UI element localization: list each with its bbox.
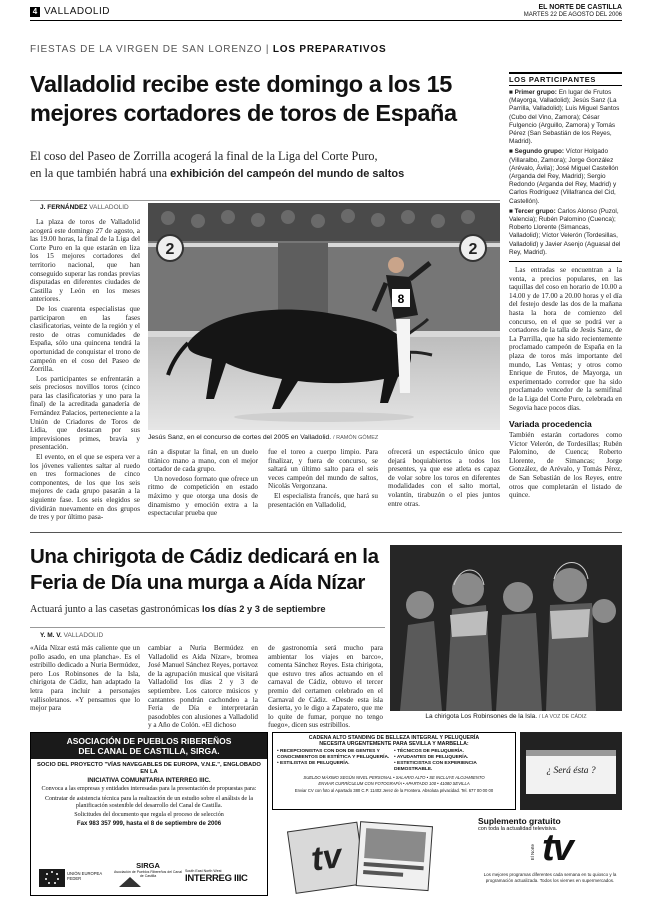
- section-divider: [30, 532, 622, 533]
- article2-column3: [268, 644, 383, 730]
- article2-byline-rule: [30, 627, 385, 628]
- section-label: VALLADOLID: [44, 6, 110, 17]
- sirga-ad-line4: Contratar de asistencia técnica para la realización de un estudio sobre el análisis de la planificación sostenible del desarrollo del Canal de Castilla.: [44, 795, 254, 810]
- article1-col1-p4: El evento, en el que se espera ver a los jóvenes valientes saltar al ruedo en tres formaciones de cinco componentes, de los que los seis mejores de cada grupo pasarán a la siguiente fase. Los seis elegidos se dividirán nuevamente en dos grupos de tres y por último pasa-: [30, 453, 140, 522]
- sirga-advertisement: [30, 732, 268, 896]
- participants-group-bullet: ■: [509, 89, 515, 96]
- article1-byline-rule: [30, 200, 500, 201]
- eu-stars-icon: [39, 869, 65, 887]
- article1-column1: [30, 218, 140, 522]
- article1-col3-p1: fue el toreo a cuerpo limpio. Para finalizar, y fuera de concurso, se saltará un último salto para el seis veces campeón del mundo de saltos, Nicolás Vergonzana.: [268, 448, 378, 491]
- participants-group-text: En lugar de Frutos (Mayorga, Valladolid); Jesús Sanz (La Parrilla, Valladolid); Luis Miguel Santos (Cubo del Vino, Zamora); César Fulgencio (Arguillo, Zamora) y Tomás Pérez (San Sebastián de los Reyes, Madrid).: [509, 89, 620, 146]
- participants-group-bullet: ■: [509, 207, 515, 215]
- article1-column4: [388, 448, 500, 517]
- tv-brand-logo: [530, 827, 622, 870]
- interreg-logo-sub: South East North West: [185, 869, 222, 873]
- participants-group-label: Tercer grupo:: [514, 207, 556, 215]
- tv-promo-question-box: [520, 732, 622, 810]
- tv-promo-supplement-sub: con toda la actualidad televisiva.: [478, 826, 558, 832]
- article1-subhead-line1: El coso del Paseo de Zorrilla acogerá la final de la Liga del Corte Puro,: [30, 149, 378, 163]
- article1-col2-p1: rán a disputar la final, en un duelo titánico mano a mano, con el mejor cortador de cada grupo.: [148, 448, 258, 474]
- participants-group-label: Segundo grupo:: [514, 148, 564, 156]
- article1-col2-p2: Un novedoso formato que ofrece un ritmo de competición en estado máximo y que otorga una dosis de dinamismo y emoción extra a la espectacular prueba que: [148, 474, 258, 518]
- article2-headline-line1: Una chirigota de Cádiz dedicará en la: [30, 545, 379, 568]
- sirga-ad-body: [31, 759, 267, 830]
- beauty-ad-line5: Enviar CV con foto al Apartado 380 C.P. 11402 Jerez de la Frontera. Absoluta privacidad. Tel. 677 00 00 00: [294, 787, 494, 793]
- article1-col1-p2: De los cuarenta especialistas que participaron en las fases clasificatorias, veinte de la región y el resto de otras comunidades de España, sólo una quincena tendrá la oportunidad de conquistar el trono de campeón en el coso del Paseo de Zorrilla.: [30, 304, 140, 374]
- article1-headline: [30, 70, 505, 128]
- sirga-ad-line1: SOCIO DEL PROYECTO "VÍAS NAVEGABLES DE EUROPA, V.N.E.", ENGLOBADO EN LA: [37, 762, 261, 776]
- kicker-separator: |: [265, 44, 273, 55]
- participants-group-bullet: ■: [509, 148, 515, 156]
- beauty-ad-items: [277, 749, 511, 773]
- sidebar-rule: [509, 261, 622, 262]
- article1-col1-p3: Los participantes se enfrentarán a seis preciosos novillos toros (cinco para las clasificatorias y uno para la final) de la acreditada ganadería de Fernández Palacios, perteneciente a la Unión de Criadores de Toros de Lidia, que destacan por sus imprevisiones primes, bravía y presentación.: [30, 374, 140, 452]
- article2-column1: [30, 644, 140, 714]
- sidebar: [509, 72, 622, 518]
- beauty-ad-item-text: TÉCNICOS DE PELUQUERÍA.: [397, 748, 464, 754]
- svg-text:2: 2: [468, 241, 478, 258]
- sirga-logo-text: SIRGA: [136, 861, 160, 870]
- article1-col3-p2: El especialista francés, que hará su presentación en Valladolid,: [268, 491, 378, 509]
- bull-photo-caption-text: Jesús Sanz, en el concurso de cortes del 2005 en Valladolid.: [148, 434, 332, 441]
- article1-column2: [148, 448, 258, 517]
- eu-logo-sub: FEDER: [67, 876, 82, 881]
- eu-logo-text: [67, 871, 102, 881]
- sirga-ad-line3: Convoca a las empresas y entidades interesadas para la presentación de propuestas para:: [41, 786, 257, 793]
- article1-byline: [40, 204, 129, 211]
- article1-headline-line1: Valladolid recibe este domingo a los 15: [30, 71, 452, 97]
- article2-headline: [30, 544, 390, 596]
- article2-col2-p: cambiar a Nuria Bermúdez en Valladolid es Aída Nízar», bromea José Manuel Sánchez Reyes, portavoz de la agrupación musical que visitará Valladolid los días 2 y 3 de septiembre. Los catorce músicos y cantantes pondrán cachondeo a la Feria de Día e interpretarán pasodobles con alusiones a Valladolid y a Año de Colón. «El dichoso: [148, 644, 258, 730]
- beauty-ad-item: • TÉCNICOS DE PELUQUERÍA.: [394, 748, 464, 754]
- sirga-boat-icon: [117, 875, 143, 889]
- bull-photo-caption: [148, 434, 500, 441]
- beauty-ad-item: • ESTETICISTAS CON EXPERIENCIA DEMOSTRABLE.: [394, 760, 477, 772]
- eu-logo-name: UNIÓN EUROPEA: [67, 871, 103, 876]
- sirga-ad-line2: INICIATIVA COMUNITARIA INTERREG IIIC.: [87, 776, 211, 784]
- triangle-logo: [117, 875, 143, 894]
- beauty-ad-item-text: RECEPCIONISTAS CON DON DE GENTES Y CONOCIMIENTOS DE ESTÉTICA Y PELUQUERÍA.: [277, 748, 390, 760]
- sirga-logo-subtext: Asociación de Pueblos Ribereños del Canal de Castilla: [113, 870, 183, 878]
- article1-byline-place: VALLADOLID: [89, 204, 129, 211]
- variety-text: [509, 431, 622, 500]
- chirigota-photo-illustration: [390, 545, 622, 711]
- beauty-ad-item-text: ESTETICISTAS CON EXPERIENCIA DEMOSTRABLE.: [394, 760, 477, 772]
- beauty-ad-items-left: [277, 749, 394, 773]
- article2-byline-name: Y. M. V.: [40, 632, 62, 639]
- article1-column3: [268, 448, 378, 517]
- participants-group: [509, 208, 622, 257]
- participants-group-text: Víctor Holgado (Villaralbo, Zamora); Jorge González (Arévalo, Ávila); José Miguel Castellón (Arganda del Rey, Madrid); Sergio Redondo (Arganda del Rey, Madrid) y Carlos Rodríguez (Villafranca del Cid, Castellón).: [509, 148, 619, 205]
- beauty-ad-item: • AYUDANTES DE PELUQUERÍA.: [394, 754, 469, 760]
- tv-magazine-covers-illustration: [272, 816, 462, 896]
- article2-col3-p: de gastronomía será mucho para ambientar los viajes en barco», comenta Sánchez Reyes. Esta chirigota, que estuvo tres años actuando en el carnaval de Cádiz, obtuvo el tercer premio del certamen celebrado en el Carnaval de Cádiz. «Desde esta isla desierta, yo le digo a Zapatero, que me lo quite de fumar, porque no tengo fuego», dicen sus estribillos.: [268, 644, 383, 730]
- sirga-ad-line5: Solicitudes del documento que regula el proceso de selección: [74, 812, 224, 819]
- sirga-ad-line6: Fax 983 357 999, hasta el 8 de septiembre de 2006: [76, 819, 222, 827]
- sidebar-body-p1: Las entradas se encuentran a la venta, a precios populares, en las taquillas del coso en horario de 10.00 a 14.00 y de 17.00 a 20.00 horas y el día del festejo desde las dos de la mañana hasta la hora de comienzo del concurso, en el que se podrá ver a cortadores de la talla de Jesús Sanz, de La Parrilla, que ha sido recientemente proclamado campeón de España en la plaza de toros más importante del mundo, Las Ventas; y otros como Enrique de Frutos, de Mayorga, un experimentado corredor que ha sido proclamado vencedor de la semifinal de la Liga del Corte Puro, celebrada en Segovia hace pocos días.: [509, 266, 622, 412]
- chirigota-photo-caption: [390, 713, 622, 720]
- publication-date: MARTES 22 DE AGOSTO DEL 2006: [523, 12, 622, 18]
- beauty-ad-body: [273, 733, 515, 796]
- article1-col1-p1: La plaza de toros de Valladolid acogerá este domingo 27 de agosto, a las 19.00 horas, la final de la Liga del Corte Puro en la que estarán en liza los 15 mejores cortadores del territorio nacional, que han conseguido superar las rondas previas disputadas en diferentes ciudades de Castilla y León en los meses anteriores.: [30, 218, 140, 304]
- chirigota-photo-credit: LA VOZ DE CÁDIZ: [541, 714, 587, 720]
- beauty-ad-item: • RECEPCIONISTAS CON DON DE GENTES Y CONOCIMIENTOS DE ESTÉTICA Y PELUQUERÍA.: [277, 748, 390, 760]
- sidebar-body: [509, 266, 622, 416]
- sirga-ad-title-line1: ASOCIACIÓN DE PUEBLOS RIBEREÑOS: [66, 736, 232, 746]
- svg-text:2: 2: [165, 241, 175, 258]
- article1-subhead: [30, 148, 505, 183]
- participants-group-label: Primer grupo:: [514, 89, 557, 96]
- kicker-right: LOS PREPARATIVOS: [272, 44, 387, 55]
- article1-headline-line2: mejores cortadores de toros de España: [30, 100, 457, 126]
- chirigota-photo-caption-text: La chirigota Los Robinsones de la Isla.: [425, 713, 538, 720]
- sirga-ad-title: [31, 733, 267, 759]
- beauty-ad-item-text: AYUDANTES DE PELUQUERÍA.: [396, 754, 469, 760]
- article1-subhead-line2: [30, 165, 505, 183]
- bull-photo-credit: RAMÓN GÓMEZ: [336, 435, 379, 441]
- article1-col4-p1: ofrecerá un espectáculo único que dejará boquiabiertos a todos los presentes, ya que ese atleta es capaz de volar sobre los toros en diferentes modalidades con el salto mortal, volantín, tirabuzón o el pies juntos entre otras.: [388, 448, 500, 508]
- article2-col1-p: «Aída Nízar está más caliente que un pollo asado, en una plancha». Es el estribillo dedicado a Nuria Bermúdez, pero Los Robinsones de la Isla, chirigota de Cádiz, han adaptado la letra para incluir a personajes vallisoletanos. «Y pensamos que lo mejor para: [30, 644, 140, 713]
- interreg-logo: [185, 869, 261, 884]
- kicker: [30, 44, 386, 58]
- tv-promo-question: ¿ Será ésta ?: [546, 766, 596, 776]
- article1-subhead-line2b: exhibición del campeón del mundo de saltos: [170, 168, 405, 180]
- page-number: 4: [30, 7, 40, 17]
- header-rule: [30, 20, 622, 21]
- svg-text:tv: tv: [308, 836, 345, 879]
- variety-text-p: También estarán cortadores como Víctor Velerón, de Tordesillas; Rubén Palomino, de Cuenca; Roberto Llorente, de Simancas; Jorge González, de Arévalo, y Tomás Pérez, de San Sebastián de los Reyes, entre otros que completarán el listado de quince.: [509, 431, 622, 500]
- article2-byline-place: VALLADOLID: [63, 632, 104, 639]
- participants-group: [509, 89, 622, 146]
- tv-brand-text: tv: [542, 827, 572, 869]
- sidebar-title: LOS PARTICIPANTES: [509, 72, 622, 86]
- beauty-ad-item-text: ESTILISTAS DE PELUQUERÍA.: [280, 760, 350, 766]
- svg-text:8: 8: [397, 292, 405, 306]
- beauty-ad-items-right: [394, 749, 511, 773]
- article2-byline: [40, 632, 103, 639]
- sirga-ad-logos: [35, 861, 263, 891]
- page-header: [30, 4, 622, 20]
- beauty-ad-line4: ENVIAR CURRÍCULUM CON FOTOGRAFÍA • APARTADO 100 • 41080 SEVILLA: [318, 781, 470, 787]
- variety-title: Variada procedencia: [509, 419, 592, 430]
- participants-group: [509, 148, 622, 205]
- article2-headline-line2: Feria de Día una murga a Aída Nízar: [30, 571, 365, 594]
- beauty-ad-line3: SUELDO MÁXIMO SEGÚN NIVEL PERSONAL • SALARIO ALTO • SE INCLUYE ALOJAMIENTO: [303, 774, 485, 780]
- tv-promo-footer: Los mejores programas diferentes cada semana en tu quiosco y la programación actualizada. Todos los viernes en supermercados.: [483, 872, 617, 883]
- article2-subhead-b: los días 2 y 3 de septiembre: [202, 604, 326, 614]
- beauty-ad-item: • ESTILISTAS DE PELUQUERÍA.: [277, 760, 350, 766]
- eu-flag-logo: [39, 869, 65, 887]
- bull-photo: [148, 203, 500, 430]
- beauty-ad-line1: CADENA ALTO STANDING DE BELLEZA INTEGRAL Y PELUQUERÍA: [308, 735, 480, 741]
- tv-brand-prefix: El Norte: [530, 844, 535, 861]
- bull-photo-illustration: [148, 203, 500, 430]
- kicker-left: FIESTAS DE LA VIRGEN DE SAN LORENZO: [30, 44, 263, 55]
- bull-photo-caption-separator: /: [333, 435, 337, 441]
- article1-subhead-line2a: en la que también habrá una: [30, 166, 171, 180]
- article1-byline-name: J. FERNÁNDEZ: [40, 204, 88, 211]
- chirigota-photo: [390, 545, 622, 711]
- publication-name: EL NORTE DE CASTILLA: [538, 4, 622, 11]
- interreg-logo-text: INTERREG IIIC: [185, 873, 248, 884]
- sirga-ad-title-line2: DEL CANAL DE CASTILLA, SIRGA.: [78, 746, 220, 756]
- article2-subhead: [30, 604, 390, 615]
- participants-group-text: Carlos Alonso (Puzol, Valencia); Rubén Palomino (Cuenca); Roberto Llorente (Simancas, Valladolid); Víctor Velerón (Tordesillas, Valladolid) y Javier Asenjo (Aguasal del Rey, Madrid).: [509, 207, 621, 256]
- chirigota-photo-caption-separator: /: [538, 714, 542, 720]
- article2-subhead-a: Actuará junto a las casetas gastronómicas: [30, 604, 202, 615]
- tv-promo-supplement-title: Suplemento gratuito: [478, 816, 561, 826]
- article2-column2: [148, 644, 258, 730]
- tv-promo-covers: [272, 816, 462, 896]
- beauty-ad-line2: NECESITA URGENTEMENTE PARA SEVILLA Y MARBELLA:: [319, 741, 469, 748]
- participants-list: [509, 89, 622, 257]
- beauty-advertisement: [272, 732, 516, 810]
